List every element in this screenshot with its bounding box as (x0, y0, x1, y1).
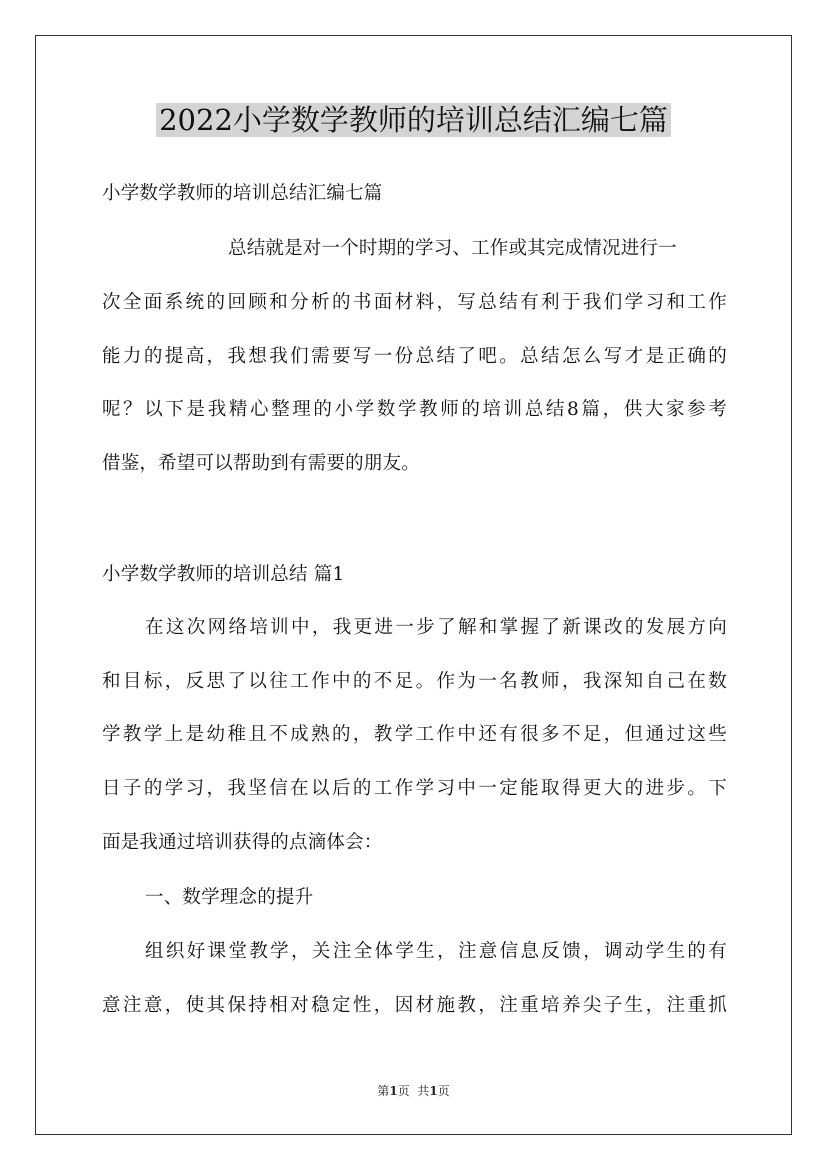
intro-line: 次全面系统的回顾和分析的书面材料，写总结有利于我们学习和工作 (102, 292, 727, 313)
paragraph-line: 意注意，使其保持相对稳定性，因材施教，注重培养尖子生，注重抓 (102, 995, 727, 1016)
paragraph-line: 组织好课堂教学，关注全体学生，注意信息反馈，调动学生的有 (145, 941, 727, 962)
document-subtitle: 小学数学教师的培训总结汇编七篇 (102, 183, 383, 204)
page-footer (0, 1083, 827, 1099)
intro-line: 能力的提高，我想我们需要写一份总结了吧。总结怎么写才是正确的 (102, 346, 727, 367)
footer-page-suffix: 页 (437, 1084, 450, 1098)
paragraph-line: 面是我通过培训获得的点滴体会： (102, 832, 383, 853)
intro-line: 总结就是对一个时期的学习、工作或其完成情况进行一 (228, 238, 677, 259)
paragraph-line: 和目标，反思了以往工作中的不足。作为一名教师，我深知自己在数 (102, 671, 727, 692)
section-heading: 小学数学教师的培训总结 篇1 (102, 564, 345, 585)
footer-current-page: 1 (389, 1084, 398, 1098)
intro-line: 借鉴，希望可以帮助到有需要的朋友。 (102, 453, 420, 474)
subheading: 一、数学理念的提升 (145, 887, 314, 908)
paragraph-line: 在这次网络培训中，我更进一步了解和掌握了新课改的发展方向 (145, 617, 727, 638)
document-title (0, 100, 827, 140)
footer-page-mid: 页 共 (397, 1084, 430, 1098)
footer-total-pages: 1 (429, 1084, 438, 1098)
document-title-text: 2022小学数学教师的培训总结汇编七篇 (156, 103, 671, 137)
footer-page-prefix: 第 (377, 1084, 390, 1098)
intro-line: 呢？以下是我精心整理的小学数学教师的培训总结8篇，供大家参考 (102, 399, 727, 420)
paragraph-line: 日子的学习，我坚信在以后的工作学习中一定能取得更大的进步。下 (102, 778, 727, 799)
paragraph-line: 学教学上是幼稚且不成熟的，教学工作中还有很多不足，但通过这些 (102, 724, 727, 745)
